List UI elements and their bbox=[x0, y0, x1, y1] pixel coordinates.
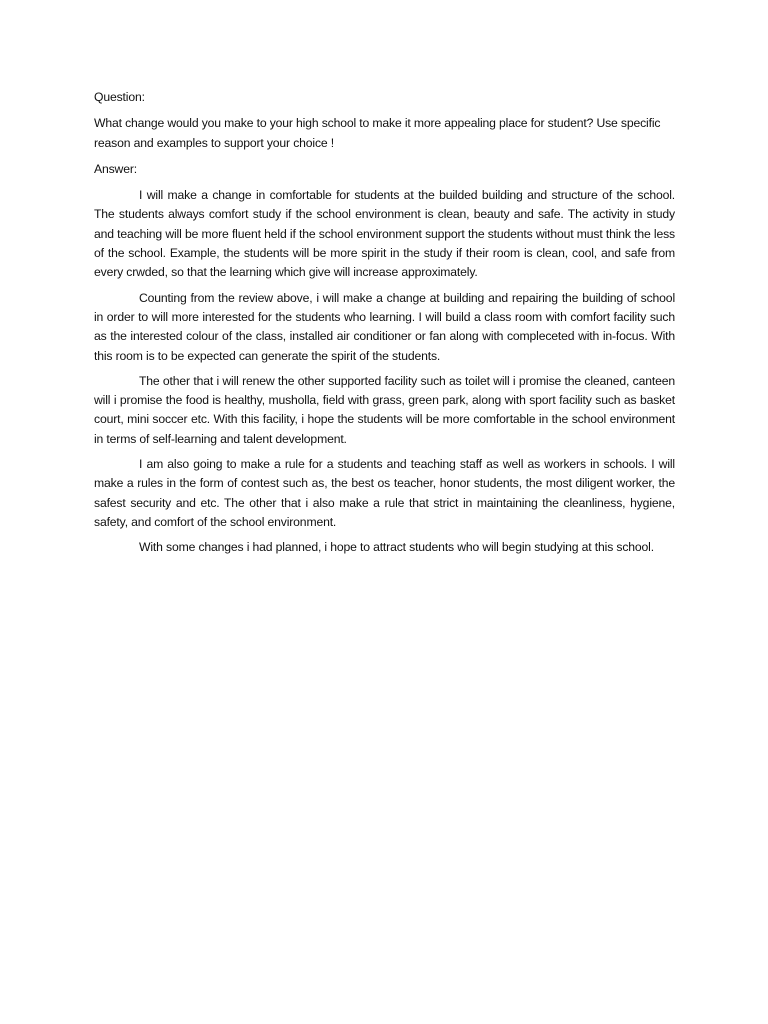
document-body bbox=[94, 88, 675, 564]
answer-paragraph-5: With some changes i had planned, i hope to attract students who will begin studying at this school. bbox=[139, 540, 654, 555]
answer-label: Answer: bbox=[94, 161, 137, 176]
answer-paragraph-2: Counting from the review above, i will make a change at building and repairing the building of school in order to will more interested for the students who learning. I will build a class room with comfort facility such as the interested colour of the class, installed air conditioner or fan along with compleceted with in-focus. With this room is to be expected can generate the spirit of the students. bbox=[94, 290, 675, 363]
question-text: What change would you make to your high school to make it more appealing place for student? Use specific reason and examples to support your choice ! bbox=[94, 116, 661, 150]
answer-paragraph-4: I am also going to make a rule for a students and teaching staff as well as workers in schools. I will make a rules in the form of contest such as, the best os teacher, honor students, the most diligent worker, the safest security and etc. The other that i also make a rule that strict in maintaining the cleanliness, hygiene, safety, and comfort of the school environment. bbox=[94, 457, 675, 529]
answer-paragraph-1: I will make a change in comfortable for students at the builded building and structure of the school. The students always comfort study if the school environment is clean, beauty and safe. The activity in study and teaching will be more fluent held if the school environment support the students without must think the less of the school. Example, the students will be more spirit in the study if their room is clean, cool, and safe from every crwded, so that the learning which give will increase approximately. bbox=[94, 188, 675, 280]
answer-paragraph-3: The other that i will renew the other supported facility such as toilet will i promise the cleaned, canteen will i promise the food is healthy, musholla, field with grass, green park, along with sport facility such as basket court, mini soccer etc. With this facility, i hope the students will be more comfortable in the school environment in terms of self-learning and talent development. bbox=[94, 373, 675, 446]
question-label: Question: bbox=[94, 90, 145, 104]
